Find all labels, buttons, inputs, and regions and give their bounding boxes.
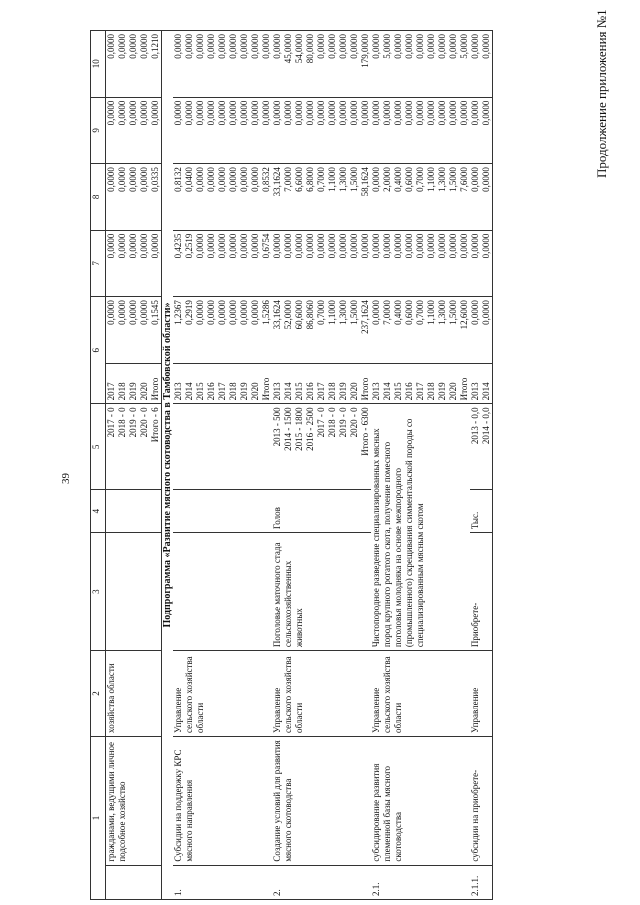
row0-c9: 0,0000 0,0000 0,0000 0,0000 0,0000	[106, 97, 162, 164]
row4-c3: Чистопородное разведение специализированных мясных пород крупного рогатого скота, получение помесного поголовья молодняка на основе межпородного (промышленного) скрещивания симментальской породы со специализированным мясным скотом	[371, 404, 470, 651]
col-header-7: 7	[91, 230, 106, 297]
row2-c6: 1,2367 0,2919 0,0000 0,0000 0,0000 0,0000 0,0000 0,0000 1,5286	[173, 297, 272, 364]
row3-c2: Управление сельского хозяйства области	[272, 651, 371, 737]
col-header-8: 8	[91, 164, 106, 231]
table-row	[371, 31, 470, 900]
row0-c7: 0,0000 0,0000 0,0000 0,0000 0,0000	[106, 230, 162, 297]
col-header-4: 4	[91, 490, 106, 533]
col-header-1: 1	[91, 736, 106, 899]
col-header-9: 9	[91, 97, 106, 164]
header-row	[91, 31, 106, 900]
row3-c3: Поголовье маточного стада сельскохозяйственных животных	[272, 533, 371, 651]
col-header-5: 5	[91, 404, 106, 490]
row4-c10: 0,0000 5,0000 0,0000 0,0000 0,0000 0,0000 0,0000 0,0000 5,0000	[371, 31, 470, 98]
row0-year: 2017 2018 2019 2020 Итого	[106, 363, 162, 404]
program-table	[90, 30, 493, 900]
row5-c2: Управление	[470, 651, 493, 737]
row4-c2: Управление сельского хозяйства области	[371, 651, 470, 737]
row2-c1: Субсидии на поддержку КРС мясного направления	[173, 736, 272, 865]
row4-year: 2013 2014 2015 2016 2017 2018 2019 2020 Итого	[371, 363, 470, 404]
row0-c5: 2017 - 0 2018 - 0 2019 - 0 2020 - 0 Итого - 6	[106, 404, 162, 490]
row2-c8: 0,8132 0,0400 0,0000 0,0000 0,0000 0,0000 0,0000 0,0000 0,8532	[173, 164, 272, 231]
row4-n: 2.1.	[371, 865, 470, 899]
row5-year: 2013 2014	[470, 363, 493, 404]
row2-c9: 0,0000 0,0000 0,0000 0,0000 0,0000 0,0000 0,0000 0,0000 0,0000	[173, 97, 272, 164]
row4-c9: 0,0000 0,0000 0,0000 0,0000 0,0000 0,0000 0,0000 0,0000 0,0000	[371, 97, 470, 164]
table-row	[173, 31, 272, 900]
row3-c4: Голов	[272, 490, 371, 533]
col-header-6: 6	[91, 297, 106, 404]
row3-c10: 0,0000 45,0000 54,0000 80,0000 0,0000 0,0000 0,0000 0,0000 179,0000	[272, 31, 371, 98]
row0-c1: гражданами, ведущими личное подсобное хозяйство	[106, 736, 162, 865]
row3-c6: 33,1624 52,0000 60,6000 86,8060 0,7000 1,1000 1,3000 1,5000 237,1624	[272, 297, 371, 364]
rotated-table-wrapper	[90, 30, 610, 900]
row0-c8: 0,0000 0,0000 0,0000 0,0000 0,0335	[106, 164, 162, 231]
row4-c8: 0,0000 2,0000 0,4000 0,6000 0,7000 1,1000 1,3000 1,5000 7,6000	[371, 164, 470, 231]
row5-c9: 0,0000 0,0000	[470, 97, 493, 164]
row2-c7: 0,4235 0,2519 0,0000 0,0000 0,0000 0,0000 0,0000 0,0000 0,6754	[173, 230, 272, 297]
row5-c10: 0,0000 0,0000	[470, 31, 493, 98]
row3-n: 2.	[272, 865, 371, 899]
row2-year: 2013 2014 2015 2016 2017 2018 2019 2020 Итого	[173, 363, 272, 404]
col-header-2: 2	[91, 651, 106, 737]
row0-c6: 0,0000 0,0000 0,0000 0,0000 0,1545	[106, 297, 162, 364]
row4-c1: субсидирование развития племенной базы мясного скотоводства	[371, 736, 470, 865]
row5-c7: 0,0000 0,0000	[470, 230, 493, 297]
page-number: 39	[60, 473, 72, 484]
row5-c5: 2013 - 0,0 2014 - 0,0	[470, 404, 493, 490]
row4-c7: 0,0000 0,0000 0,0000 0,0000 0,0000 0,0000 0,0000 0,0000 0,0000	[371, 230, 470, 297]
col-header-10: 10	[91, 31, 106, 98]
row2-c10: 0,0000 0,0000 0,0000 0,0000 0,0000 0,0000 0,0000 0,0000 0,0000	[173, 31, 272, 98]
row5-c6: 0,0000 0,0000	[470, 297, 493, 364]
subprogram-title: Подпрограмма «Развитие мясного скотоводства в Тамбовской области»	[162, 31, 174, 900]
row5-n: 2.1.1.	[470, 865, 493, 899]
row2-n: 1.	[173, 865, 272, 899]
row0-c2: хозяйства области	[106, 651, 162, 737]
row3-c9: 0,0000 0,0000 0,0000 0,0000 0,0000 0,0000 0,0000 0,0000 0,0000	[272, 97, 371, 164]
row4-c6: 0,0000 7,0000 0,4000 0,6000 0,7000 1,1000 1,3000 1,5000 12,6000	[371, 297, 470, 364]
row5-c1: субсидии на приобрете-	[470, 736, 493, 865]
row5-c8: 0,0000 0,0000	[470, 164, 493, 231]
subprogram-row	[162, 31, 174, 900]
row0-c10: 0,0000 0,0000 0,0000 0,0000 0,1210	[106, 31, 162, 98]
col-header-3: 3	[91, 533, 106, 651]
row3-c7: 0,0000 0,0000 0,0000 0,0000 0,0000 0,0000 0,0000 0,0000 0,0000	[272, 230, 371, 297]
table-row	[470, 31, 493, 900]
row5-c4: Тыс.	[470, 490, 493, 533]
row5-c3: Приобрете-	[470, 533, 493, 651]
row3-c5: 2013 - 500 2014 - 1500 2015 - 1800 2016 - 2500 2017 - 0 2018 - 0 2019 - 0 2020 - 0 Итого - 6300	[272, 404, 371, 490]
row3-c8: 33,1624 7,0000 6,6000 6,8000 0,7000 1,1000 1,3000 1,5000 58,1624	[272, 164, 371, 231]
row2-c2: Управление сельского хозяйства области	[173, 651, 272, 737]
table-row	[272, 31, 371, 900]
row3-year: 2013 2014 2015 2016 2017 2018 2019 2020 Итого	[272, 363, 371, 404]
row3-c1: Создание условий для развития мясного скотоводства	[272, 736, 371, 865]
table-row	[106, 31, 162, 900]
appendix-title: Продолжение приложения №1	[594, 9, 609, 178]
